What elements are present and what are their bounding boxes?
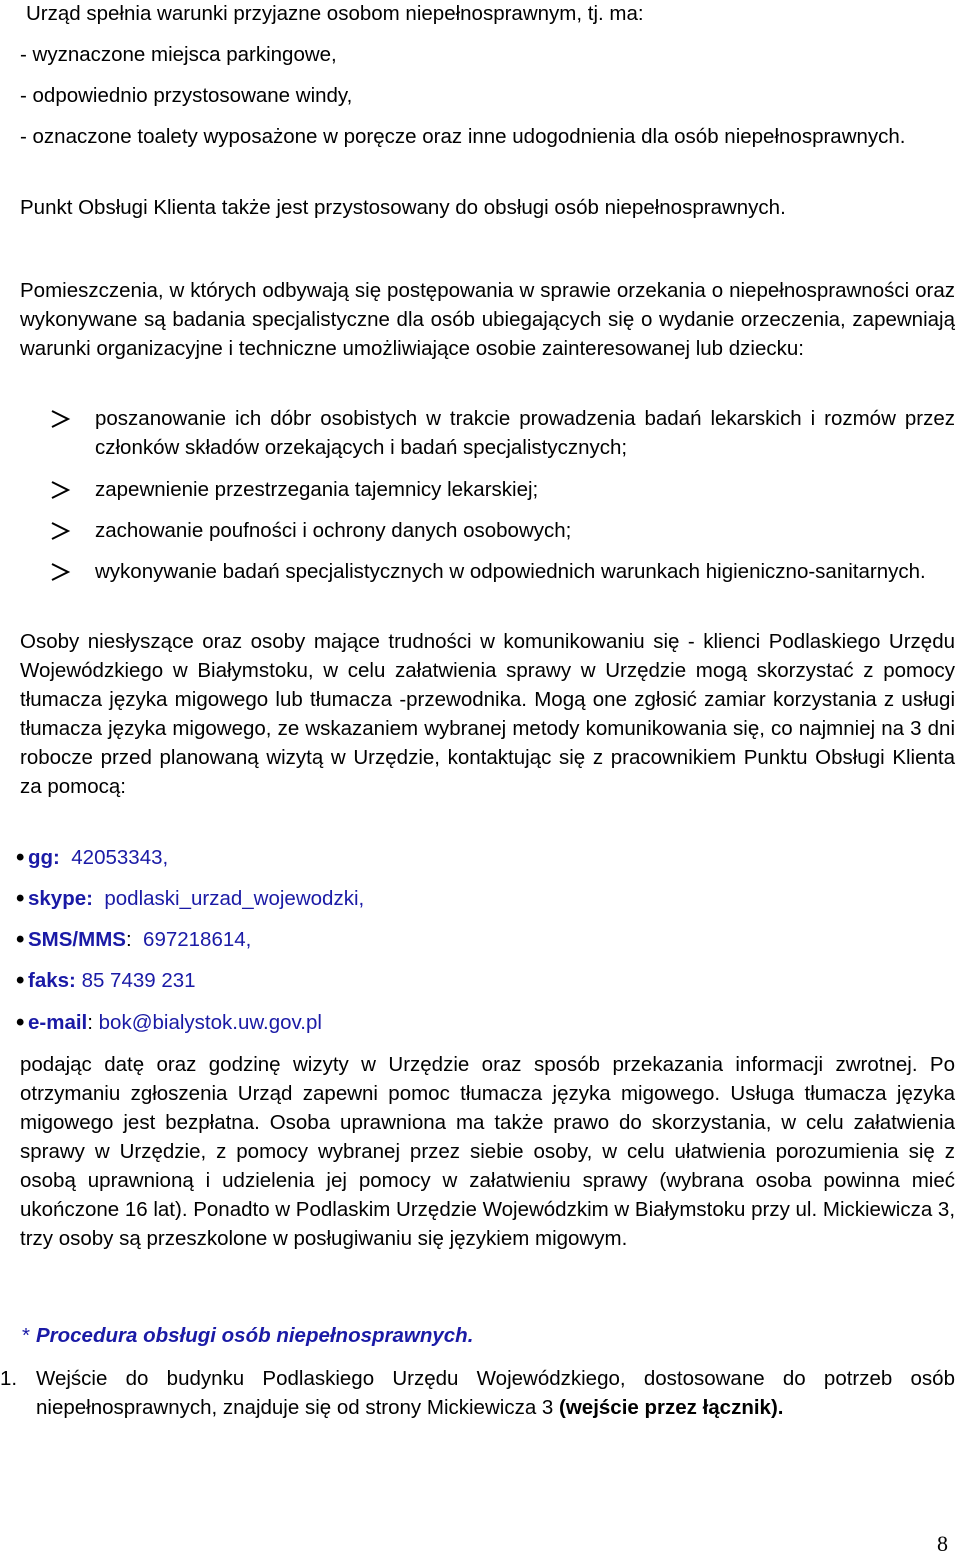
elevator-item: - odpowiednio przystosowane windy,	[20, 84, 353, 107]
arrow-bullet-icon	[48, 519, 82, 543]
arrow-bullet-icon	[48, 407, 82, 431]
bullet-dot-icon: •	[16, 885, 25, 912]
bullet-dot-icon: •	[16, 844, 25, 871]
bullet-item: wykonywanie badań specjalistycznych w odpowiednich warunkach higieniczno-sanitarnych.	[95, 560, 926, 583]
toilet-item: - oznaczone toalety wyposażone w poręcze oraz inne udogodnienia dla osób niepełnosprawnych.	[20, 125, 906, 148]
intro-line: Urząd spełnia warunki przyjazne osobom niepełnosprawnym, tj. ma:	[26, 2, 644, 25]
bullet-dot-icon: •	[16, 967, 25, 994]
rooms-paragraph: Pomieszczenia, w których odbywają się postępowania w sprawie orzekania o niepełnosprawności oraz wykonywane są badania specjalistyczne dla osób ubiegających się o wydanie orzeczenia, zapewniają warunki organizacyjne i techniczne umożliwiające osobie zainteresowanej lub dziecku:	[20, 279, 955, 360]
bullet-item: zapewnienie przestrzegania tajemnicy lekarskiej;	[95, 478, 539, 501]
after-paragraph: podając datę oraz godzinę wizyty w Urzędzie oraz sposób przekazania informacji zwrotnej. Po otrzymaniu zgłoszenia Urząd zapewni pomoc tłumacza języka migowego. Usługa tłumacza języka migowego jest bezpłatna. Osoba uprawniona ma także prawo do skorzystania, w celu załatwienia sprawy w Urzędzie, z pomocy wybranej przez siebie osoby, w celu ułatwienia porozumienia się z osobą uprawnioną i udzielenia jej pomocy w załatwieniu sprawy (wybrana osoba powinna mieć ukończone 16 lat). Ponadto w Podlaskim Urzędzie Wojewódzkim w Białymstoku przy ul. Mickiewicza 3, trzy osoby są przeszkolone w posługiwaniu się językiem migowym.	[20, 1053, 956, 1250]
procedure-item: Wejście do budynku Podlaskiego Urzędu Wojewódzkiego, dostosowane do potrzeb osób niepełnosprawnych, znajduje się od strony Mickiewicza 3 (wejście przez łącznik).	[36, 1367, 955, 1419]
bullet-dot-icon: •	[16, 1009, 25, 1036]
contact-sms: SMS/MMS: 697218614,	[28, 928, 252, 951]
page-number: 8	[937, 1531, 948, 1556]
bullet-item: poszanowanie ich dóbr osobistych w trakcie prowadzenia badań lekarskich i rozmów przez członków składów orzekających i badań specjalistycznych;	[95, 407, 955, 459]
bullet-dot-icon: •	[16, 926, 25, 953]
arrow-bullet-icon	[48, 560, 82, 584]
procedure-heading: * Procedura obsługi osób niepełnosprawnych.	[22, 1324, 474, 1347]
contact-skype: skype: podlaski_urzad_wojewodzki,	[28, 887, 365, 910]
parking-item: - wyznaczone miejsca parkingowe,	[20, 43, 337, 66]
customer-point-paragraph: Punkt Obsługi Klienta także jest przystosowany do obsługi osób niepełnosprawnych.	[20, 196, 786, 219]
contact-gg: gg: 42053343,	[28, 846, 169, 869]
arrow-bullet-icon	[48, 478, 82, 502]
list-number: 1.	[0, 1367, 18, 1390]
contact-fax: faks: 85 7439 231	[28, 969, 196, 992]
bullet-item: zachowanie poufności i ochrony danych osobowych;	[95, 519, 572, 542]
contact-email[interactable]: e-mail: bok@bialystok.uw.gov.pl	[28, 1011, 322, 1034]
deaf-paragraph: Osoby niesłyszące oraz osoby mające trudności w komunikowaniu się - klienci Podlaskiego Urzędu Wojewódzkiego w Białymstoku, w celu załatwienia sprawy w Urzędzie mogą skorzystać z pomocy tłumacza języka migowego lub tłumacza -przewodnika. Mogą one zgłosić zamiar korzystania z usługi tłumacza języka migowego, ze wskazaniem wybranej metody komunikowania się, co najmniej na 3 dni robocze przed planowaną wizytą w Urzędzie, kontaktując się z pracownikiem Punktu Obsługi Klienta za pomocą:	[20, 630, 955, 798]
